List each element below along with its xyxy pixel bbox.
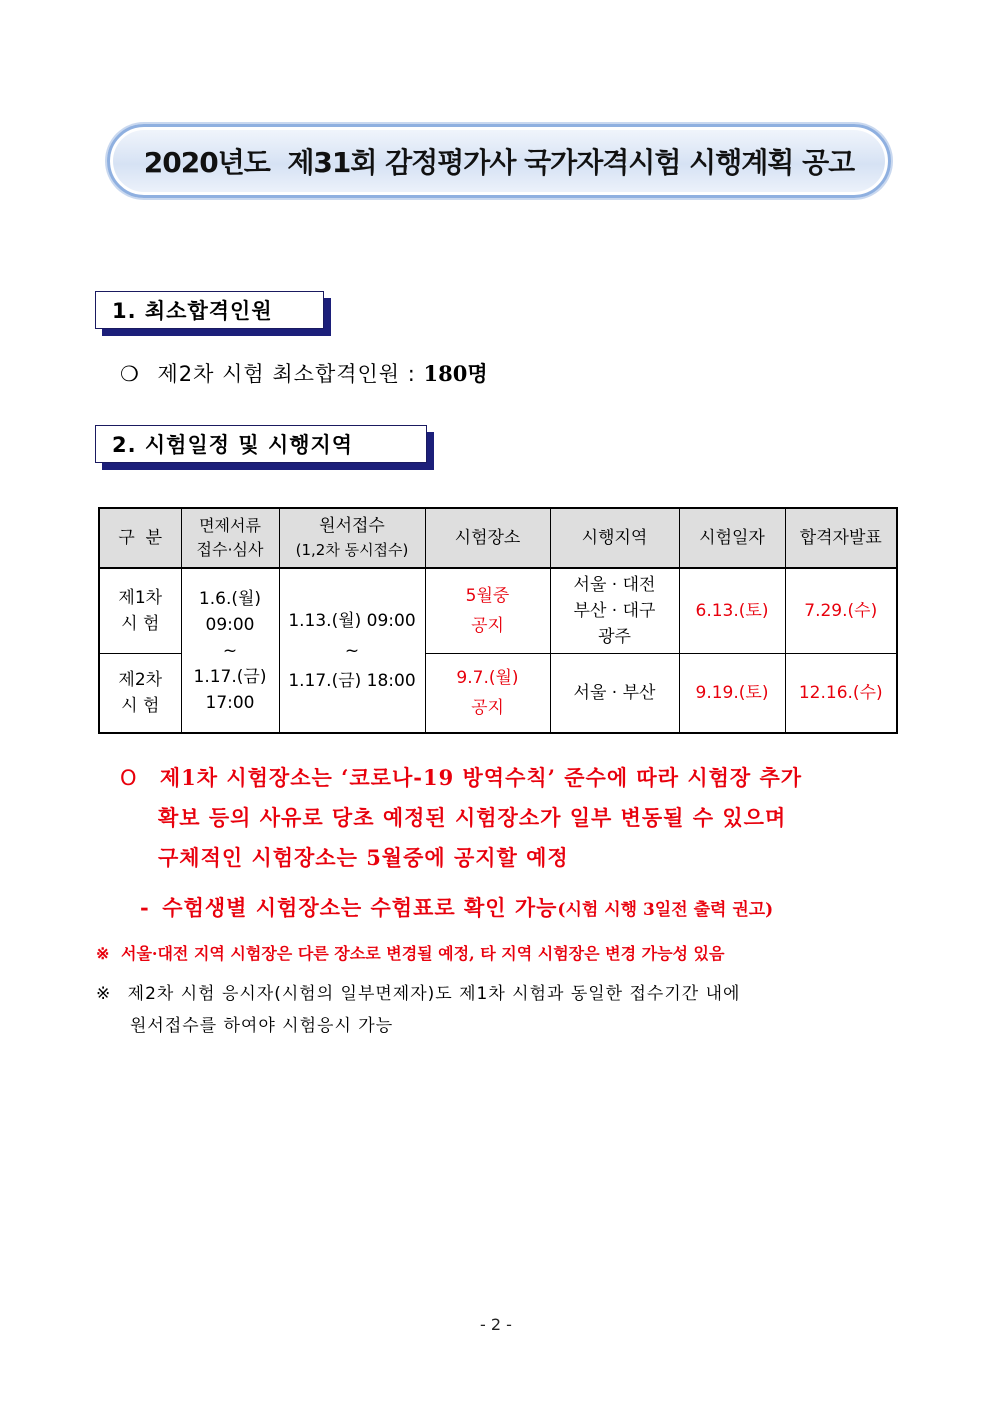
reference-mark-icon: ※ <box>96 944 110 963</box>
header-venue: 시험장소 <box>425 508 550 568</box>
row2-region: 서울 · 부산 <box>550 654 679 734</box>
schedule-table <box>98 507 898 734</box>
row1-region-line1: 서울 · 대전 <box>573 575 656 595</box>
header-region: 시행지역 <box>550 508 679 568</box>
row2-cat-line1: 제2차 <box>118 670 163 690</box>
doc-period-line5: 17:00 <box>205 692 255 713</box>
header-application <box>279 508 425 568</box>
dash-bullet: - <box>140 895 149 920</box>
row2-venue-line2: 공지 <box>471 698 504 718</box>
row1-region-line2: 부산 · 대구 <box>573 601 656 621</box>
notice-sub-main: 수험생별 시험장소는 수험표로 확인 가능 <box>162 895 558 920</box>
section1-text: 제2차 시험 최소합격인원 : <box>157 362 424 386</box>
notice-line3: 구체적인 시험장소는 5월중에 공지할 예정 <box>158 845 569 870</box>
row1-result-date: 7.29.(수) <box>785 568 897 654</box>
app-period-line3: 1.17.(금) 18:00 <box>288 670 416 691</box>
page-title: 2020년도 제31회 감정평가사 국가자격시험 시행계획 공고 <box>143 146 855 179</box>
row1-category <box>99 568 181 654</box>
doc-period-cell <box>181 568 279 733</box>
header-app-line1: 원서접수 <box>319 516 385 536</box>
notice-sub-line <box>140 892 773 922</box>
reference-mark-icon: ※ <box>96 984 112 1004</box>
notice-text-line1: 제1차 시험장소는 ‘코로나-19 방역수칙’ 준수에 따라 시험장 추가 <box>159 765 803 790</box>
note2-text-line1: 제2차 시험 응시자(시험의 일부면제자)도 제1차 시험과 동일한 접수기간 내에 <box>127 984 741 1004</box>
page-number: - 2 - <box>480 1315 512 1334</box>
title-banner <box>107 124 891 198</box>
header-app-line2: (1,2차 동시접수) <box>295 541 409 559</box>
note1 <box>96 941 724 964</box>
section1-heading-text: 1. 최소합격인원 <box>112 299 273 323</box>
row1-venue-line1: 5월중 <box>465 586 510 606</box>
notice-sub-paren: (시험 시행 3일전 출력 권고) <box>557 900 774 920</box>
header-date: 시험일자 <box>679 508 785 568</box>
note1-text: 서울·대전 지역 시험장은 다른 장소로 변경될 예정, 타 지역 시험장은 변경 가능성 있음 <box>120 944 725 963</box>
doc-period-line4: 1.17.(금) <box>193 666 267 687</box>
row1-exam-date: 6.13.(토) <box>679 568 785 654</box>
row1-venue <box>425 568 550 654</box>
row1-cat-line1: 제1차 <box>118 588 163 608</box>
row2-exam-date: 9.19.(토) <box>679 654 785 734</box>
doc-period-line2: 09:00 <box>205 614 255 635</box>
header-category: 구 분 <box>99 508 181 568</box>
note2-line2: 원서접수를 하여야 시험응시 가능 <box>130 1016 394 1036</box>
row1-region-line3: 광주 <box>598 627 631 647</box>
circle-bullet-icon: ❍ <box>120 362 139 386</box>
section2-heading-text: 2. 시험일정 및 시행지역 <box>112 433 354 457</box>
row1-cat-line2: 시 험 <box>121 614 160 634</box>
row2-venue-line1: 9.7.(월) <box>456 668 519 688</box>
table-row <box>99 568 897 654</box>
circle-bullet-icon: O <box>120 766 138 790</box>
section1-heading <box>95 291 324 329</box>
row1-venue-line2: 공지 <box>471 616 504 636</box>
row2-venue <box>425 654 550 734</box>
row2-cat-line2: 시 험 <box>121 696 160 716</box>
table-header-row <box>99 508 897 568</box>
header-result: 합격자발표 <box>785 508 897 568</box>
header-doc-review <box>181 508 279 568</box>
header-doc-line2: 접수·심사 <box>196 540 264 559</box>
doc-period-line1: 1.6.(월) <box>198 588 262 609</box>
row1-region <box>550 568 679 654</box>
note2 <box>96 979 740 1004</box>
app-period-cell <box>279 568 425 733</box>
row2-result-date: 12.16.(수) <box>785 654 897 734</box>
section2-heading <box>95 425 427 463</box>
doc-period-line3: ~ <box>222 640 238 661</box>
header-doc-line1: 면제서류 <box>199 516 261 535</box>
notice-line2: 확보 등의 사유로 당초 예정된 시험장소가 일부 변동될 수 있으며 <box>158 805 787 830</box>
app-period-line1: 1.13.(월) 09:00 <box>288 610 416 631</box>
min-pass-count: 180명 <box>423 361 488 386</box>
app-period-line2: ~ <box>344 640 360 661</box>
notice-line1 <box>120 762 802 792</box>
section1-bullet-line <box>120 358 488 388</box>
row2-category <box>99 654 181 734</box>
